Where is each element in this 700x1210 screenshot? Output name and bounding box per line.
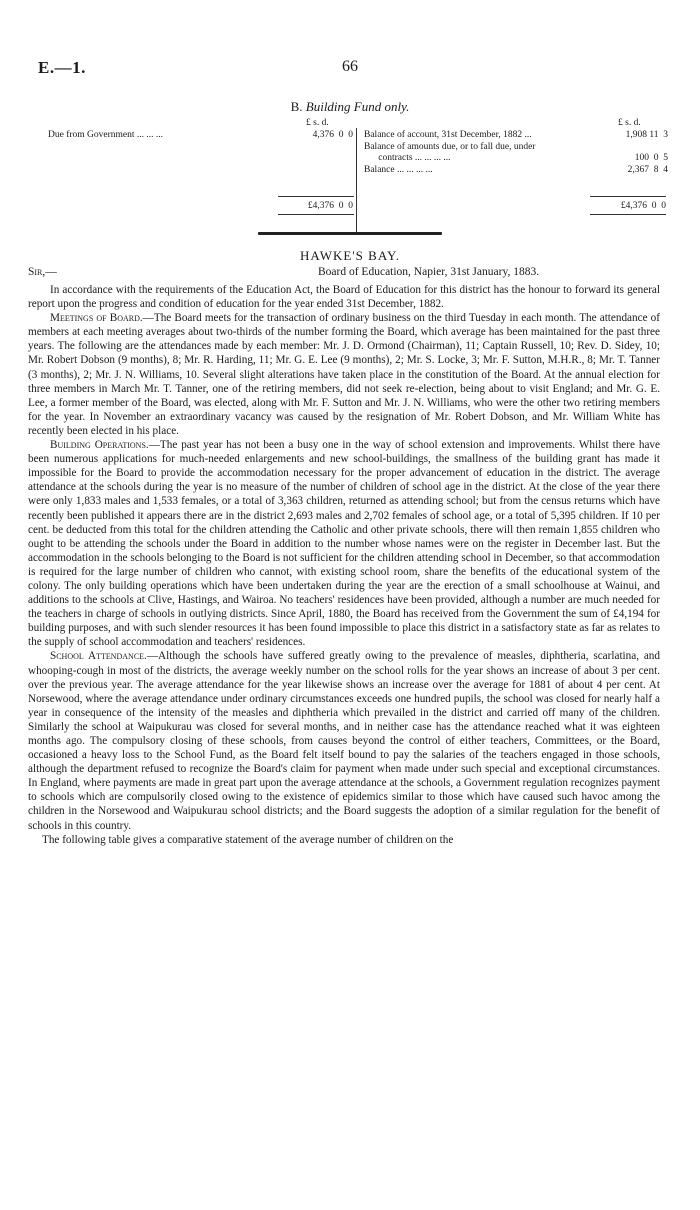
total-left: £4,376 0 0 <box>307 201 353 211</box>
attendance-text: —Although the schools have suffered greatly owing to the prevalence of measles, diphtheria, scarlatina, and whooping-cough in most of the districts, the average weekly number on the school rolls for the year shows an increase of about 3 per cent. over the previous year. The average attendance for the year likewise shows an increase over the average for 1881 of about 4 per cent. At Norsewood, where the average attendance under ordinary circumstances exceeds one hundred pupils, the school was closed for nearly half a year in consequence of the intensity of the measles and diphtheria which prevailed in the district and carried off many of the children. Similarly the school at Waipukurau was closed for several months, and in neither case has the attendance reached what it was eighteen months ago. The compulsory closing of these schools, from causes beyond the control of either teachers, Committees, or the Board, occasioned a heavy loss to the School Fund, as the Board felt itself bound to pay the salaries of the teachers engaged in those schools, although the department refused to recognize the Board's claim for payment when made under such special and exceptional circumstances. In England, where payments are made in great part upon the average attendance at the schools, a Government regulation recognizes payment to schools which are compulsorily closed owing to the existence of epidemics similar to those which have caused such havoc among the children in the Norsewood and Waipukurau school districts; and the Board suggests the adoption of a similar regulation for the benefit of schools in this country. <box>28 650 660 832</box>
fund-letter: B. <box>290 99 303 114</box>
dateline: Board of Education, Napier, 31st January, 1883. <box>318 266 540 278</box>
fund-title: Building Fund only. <box>305 99 410 114</box>
account-divider <box>356 128 357 232</box>
building-text: —The past year has not been a busy one in the way of school extension and improvements. Whilst there have been numerous applications for much-needed enlargements and new school-buildings, the smallness of the building grant has made it impossible for the Board to provide the accommodation necessary for the proper advancement of education in the district. The average attendance at the schools during the year is no measure of the number of children of school age in the district. At the close of the year there were only 1,833 males and 1,533 females, or a total of 3,363 children, returned as attending school; but from the census returns which have recently been published it appears there are in the district 2,693 males and 2,702 females of school age, or a total of 5,395 children. If 10 per cent. be deducted from this total for the children attending the Catholic and other private schools, there will then remain 1,855 children who ought to be attending the schools under the Board in addition to the number whose names were on the register in December last. But the accommodation in the schools belonging to the Board is not sufficient for the children attending school in December, so that accommodation is required for the large number of children who cannot, with existing school room, share the benefits of the educational system of the colony. The only building operations which have been undertaken during the year are the erection of a small schoolhouse at Wainui, and additions to the schools at Clive, Hastings, and Wairoa. No teachers' residences have been provided, although a number are much needed for the teachers in charge of schools in outlying districts. Since April, 1880, the Board has received from the Government the sum of £4,194 for building purposes, and with such slender resources it has been found impossible to place this district in a satisfactory state as far as relates to the supply of school accommodation and teachers' residences. <box>28 439 660 649</box>
building-heading: Building Operations. <box>50 439 149 452</box>
section-title: HAWKE'S BAY. <box>300 248 400 263</box>
meetings-text: —The Board meets for the transaction of ordinary business on the third Tuesday in each month. The attendance of members at each meeting averages about two-thirds of the number forming the Board, which average has been maintained for the past three years. The following are the attendances made by each member: Mr. J. D. Ormond (Chairman), 11; Captain Russell, 10; Rev. D. Sidey, 10; Mr. Robert Dobson (9 months), 8; Mr. R. Harding, 11; Mr. G. E. Lee (9 months), 2; Mr. S. Locke, 3; Mr. F. Sutton, M.H.R., 8; Mr. T. Tanner (3 months), 2; Mr. J. N. Williams, 10. Several slight alterations have taken place in the constitution of the Board. At the annual election for three members in March Mr. T. Tanner, one of the retiring members, did not seek re-election, being about to visit England; and Mr. G. E. Lee, a former member of the Board, was elected, along with Mr. F. Sutton and Mr. J. N. Williams, who were the other two retiring members for the year. In November an extraordinary vacancy was caused by the resignation of Mr. Robert Dobson, and Mr. William White has recently been elected in his place. <box>28 312 660 437</box>
credit-row <box>364 165 668 177</box>
document-code: E.—1. <box>38 58 86 77</box>
credit-amount: 1,908 11 3 <box>625 130 668 140</box>
total-rule-left <box>278 196 354 197</box>
credit-amount: 2,367 8 4 <box>627 164 668 175</box>
fund-heading <box>0 99 700 115</box>
section-divider-rule <box>258 232 442 235</box>
debit-label: Due from Government ... ... ... <box>48 130 164 140</box>
credit-label: Balance of account, 31st December, 1882 ... <box>364 130 532 140</box>
attendance-heading: School Attendance. <box>50 650 147 663</box>
total-underline-left <box>278 214 354 215</box>
meetings-heading: Meetings of Board. <box>50 312 143 325</box>
page-number: 66 <box>342 58 358 75</box>
credit-row <box>364 142 668 154</box>
attendance-paragraph <box>28 649 660 832</box>
credit-row <box>364 130 668 142</box>
credit-entries <box>364 130 668 176</box>
currency-header-right: £ s. d. <box>618 118 641 128</box>
credit-label: Balance ... ... ... ... <box>364 164 433 175</box>
salutation: Sir,— <box>28 266 57 278</box>
meetings-paragraph <box>28 311 660 438</box>
credit-label: Balance of amounts due, or to fall due, under <box>364 141 536 152</box>
currency-header-left: £ s. d. <box>306 118 329 128</box>
total-right: £4,376 0 0 <box>620 201 666 211</box>
building-paragraph <box>28 438 660 649</box>
credit-amount: 100 0 5 <box>634 153 668 163</box>
account-statement <box>38 118 668 240</box>
credit-label: contracts ... ... ... ... <box>364 153 451 163</box>
total-rule-right <box>590 196 666 197</box>
total-underline-right <box>590 214 666 215</box>
credit-row <box>364 153 668 165</box>
report-body <box>28 283 660 847</box>
closing-paragraph: The following table gives a comparative statement of the average number of children on the <box>42 833 454 846</box>
intro-paragraph: In accordance with the requirements of the Education Act, the Board of Education for this district has the honour to forward its general report upon the progress and condition of education for the year ended 31st December, 1882. <box>28 284 660 311</box>
debit-amount: 4,376 0 0 <box>312 130 353 140</box>
